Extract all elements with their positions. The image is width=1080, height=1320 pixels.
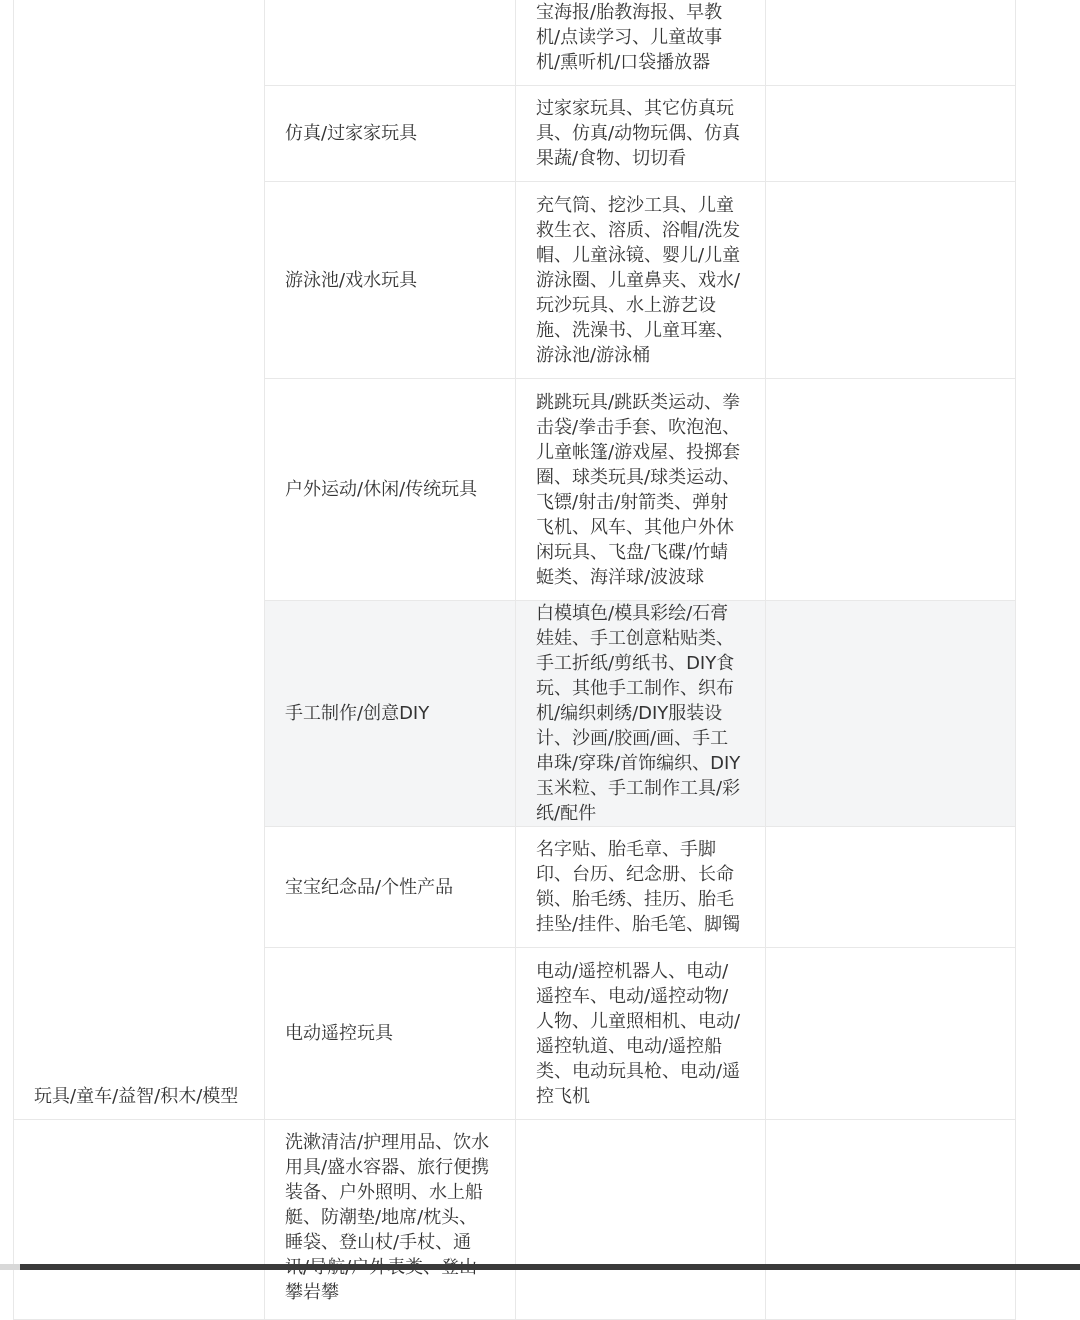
subcategory-cell: 电动遥控玩具 — [265, 948, 516, 1120]
items-cell: 过家家玩具、其它仿真玩具、仿真/动物玩偶、仿真果蔬/食物、切切看 — [516, 86, 766, 182]
items-cell: 跳跳玩具/跳跃类运动、拳击袋/拳击手套、吹泡泡、儿童帐篷/游戏屋、投掷套圈、球类玩具/球类运动、飞镖/射击/射箭类、弹射飞机、风车、其他户外休闲玩具、飞盘/飞碟/竹蜻蜓类、海洋球/波波球 — [516, 379, 766, 601]
subcategory-cell: 宝宝纪念品/个性产品 — [265, 827, 516, 948]
extra-cell — [766, 948, 1016, 1120]
subcategory-cell: 户外运动/休闲/传统玩具 — [265, 379, 516, 601]
subcategory-cell: 手工制作/创意DIY — [265, 601, 516, 827]
subcategory-cell: 洗漱清洁/护理用品、饮水用具/盛水容器、旅行便携装备、户外照明、水上船艇、防潮垫/地席/枕头、睡袋、登山杖/手杖、通 攀岩攀 — [265, 1120, 516, 1320]
category-cell: 玩具/童车/益智/积木/模型 — [14, 0, 265, 1120]
scrollbar-track[interactable] — [0, 1264, 20, 1270]
items-cell: 白模填色/模具彩绘/石膏娃娃、手工创意粘贴类、手工折纸/剪纸书、DIY食玩、其他手工制作、织布机/编织刺绣/DIY服装设计、沙画/胶画/画、手工串珠/穿珠/首饰编织、DIY玉米粒、手工制作工具/彩纸/配件 — [516, 601, 766, 827]
items-cell: 名字贴、胎毛章、手脚印、台历、纪念册、长命锁、胎毛绣、挂历、胎毛挂坠/挂件、胎毛笔、脚镯 — [516, 827, 766, 948]
table-row — [14, 0, 1016, 86]
table-row — [14, 1120, 1016, 1320]
extra-cell — [766, 86, 1016, 182]
items-cell: 宝海报/胎教海报、早教机/点读学习、儿童故事机/熏听机/口袋播放器 — [516, 0, 766, 86]
subcategory-cell: 仿真/过家家玩具 — [265, 86, 516, 182]
extra-cell — [766, 182, 1016, 379]
extra-cell — [766, 601, 1016, 827]
extra-cell — [766, 1120, 1016, 1320]
category-cell — [14, 1120, 265, 1320]
scrollbar-thumb[interactable] — [20, 1264, 1080, 1270]
items-cell — [516, 1120, 766, 1320]
extra-cell — [766, 827, 1016, 948]
category-table — [13, 0, 1016, 1320]
extra-cell — [766, 0, 1016, 86]
items-cell: 充气筒、挖沙工具、儿童救生衣、溶质、浴帽/洗发帽、儿童泳镜、婴儿/儿童游泳圈、儿童鼻夹、戏水/玩沙玩具、水上游艺设施、洗澡书、儿童耳塞、游泳池/游泳桶 — [516, 182, 766, 379]
extra-cell — [766, 379, 1016, 601]
subcategory-cell: 游泳池/戏水玩具 — [265, 182, 516, 379]
subcategory-cell — [265, 0, 516, 86]
items-cell: 电动/遥控机器人、电动/遥控车、电动/遥控动物/人物、儿童照相机、电动/遥控轨道、电动/遥控船类、电动玩具枪、电动/遥控飞机 — [516, 948, 766, 1120]
